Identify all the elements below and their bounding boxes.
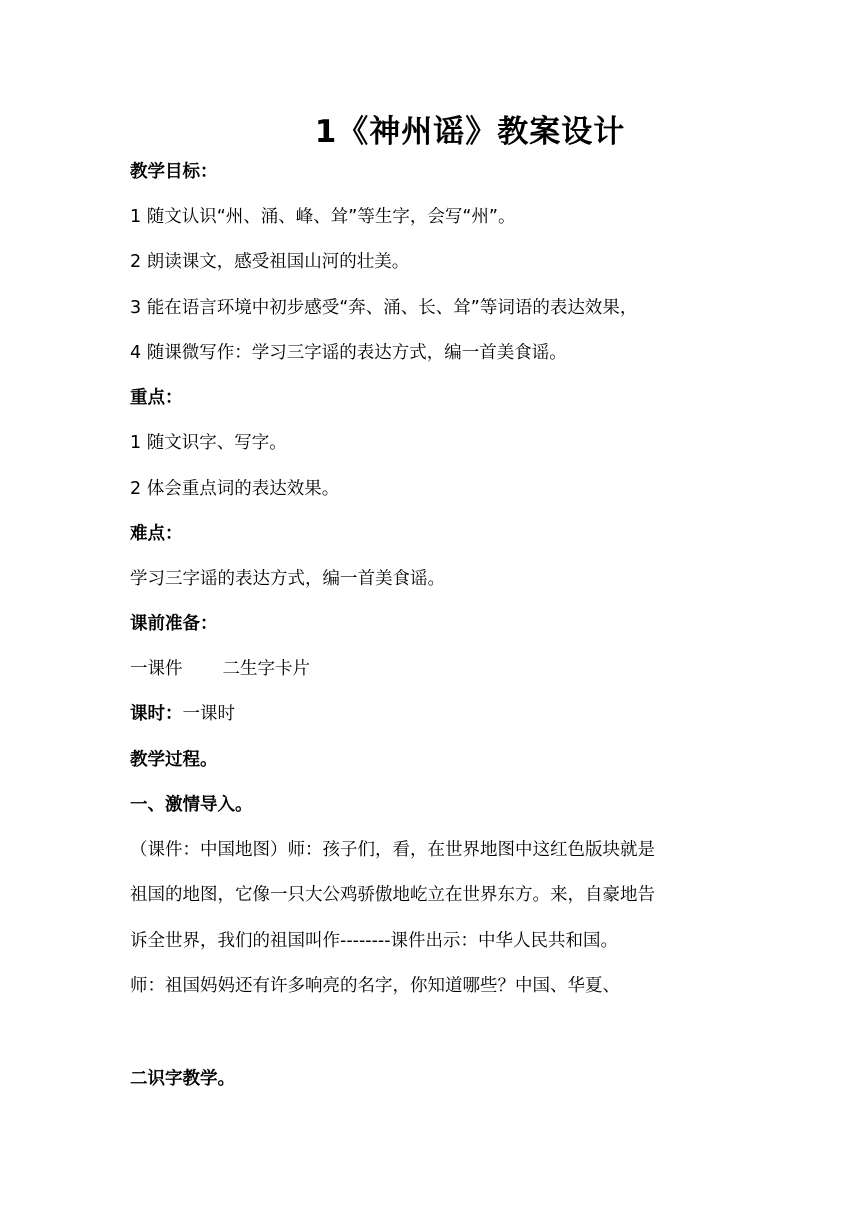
- objective-item-3: 3 能在语言环境中初步感受“奔、涌、长、耸”等词语的表达效果，: [130, 298, 638, 318]
- period-line: [130, 702, 235, 726]
- section1-paragraph-line-4: 师：祖国妈妈还有许多响亮的名字，你知道哪些？中国、华夏、: [130, 976, 620, 996]
- difficulty-heading: 难点：: [130, 524, 183, 544]
- preparation-list: [130, 657, 310, 681]
- objectives-heading: 教学目标：: [130, 162, 218, 182]
- key-point-item-1: 1 随文识字、写字。: [130, 433, 287, 453]
- key-points-heading: 重点：: [130, 388, 183, 408]
- preparation-item-2: 二生字卡片: [222, 659, 310, 679]
- objective-item-2: 2 朗读课文，感受祖国山河的壮美。: [130, 252, 410, 272]
- period-value: 一课时: [182, 704, 235, 724]
- process-heading: 教学过程。: [130, 750, 218, 770]
- section1-paragraph-line-3: 诉全世界，我们的祖国叫作--------课件出示：中华人民共和国。: [130, 931, 619, 951]
- section1-heading: 一、激情导入。: [130, 795, 253, 815]
- objective-item-4: 4 随课微写作：学习三字谣的表达方式，编一首美食谣。: [130, 343, 567, 363]
- document-title: 1《神州谣》教案设计: [314, 114, 626, 150]
- section2-heading: 二识字教学。: [130, 1069, 235, 1089]
- key-point-item-2: 2 体会重点词的表达效果。: [130, 479, 340, 499]
- section1-paragraph-line-2: 祖国的地图，它像一只大公鸡骄傲地屹立在世界东方。来，自豪地告: [130, 885, 655, 905]
- preparation-heading: 课前准备：: [130, 614, 218, 634]
- preparation-item-1: 一课件: [130, 659, 183, 679]
- section1-paragraph-line-1: （课件：中国地图）师：孩子们，看，在世界地图中这红色版块就是: [130, 840, 655, 860]
- period-label: 课时：: [130, 704, 183, 724]
- difficulty-text: 学习三字谣的表达方式，编一首美食谣。: [130, 569, 445, 589]
- objective-item-1: 1 随文认识“州、涌、峰、耸”等生字，会写“州”。: [130, 207, 516, 227]
